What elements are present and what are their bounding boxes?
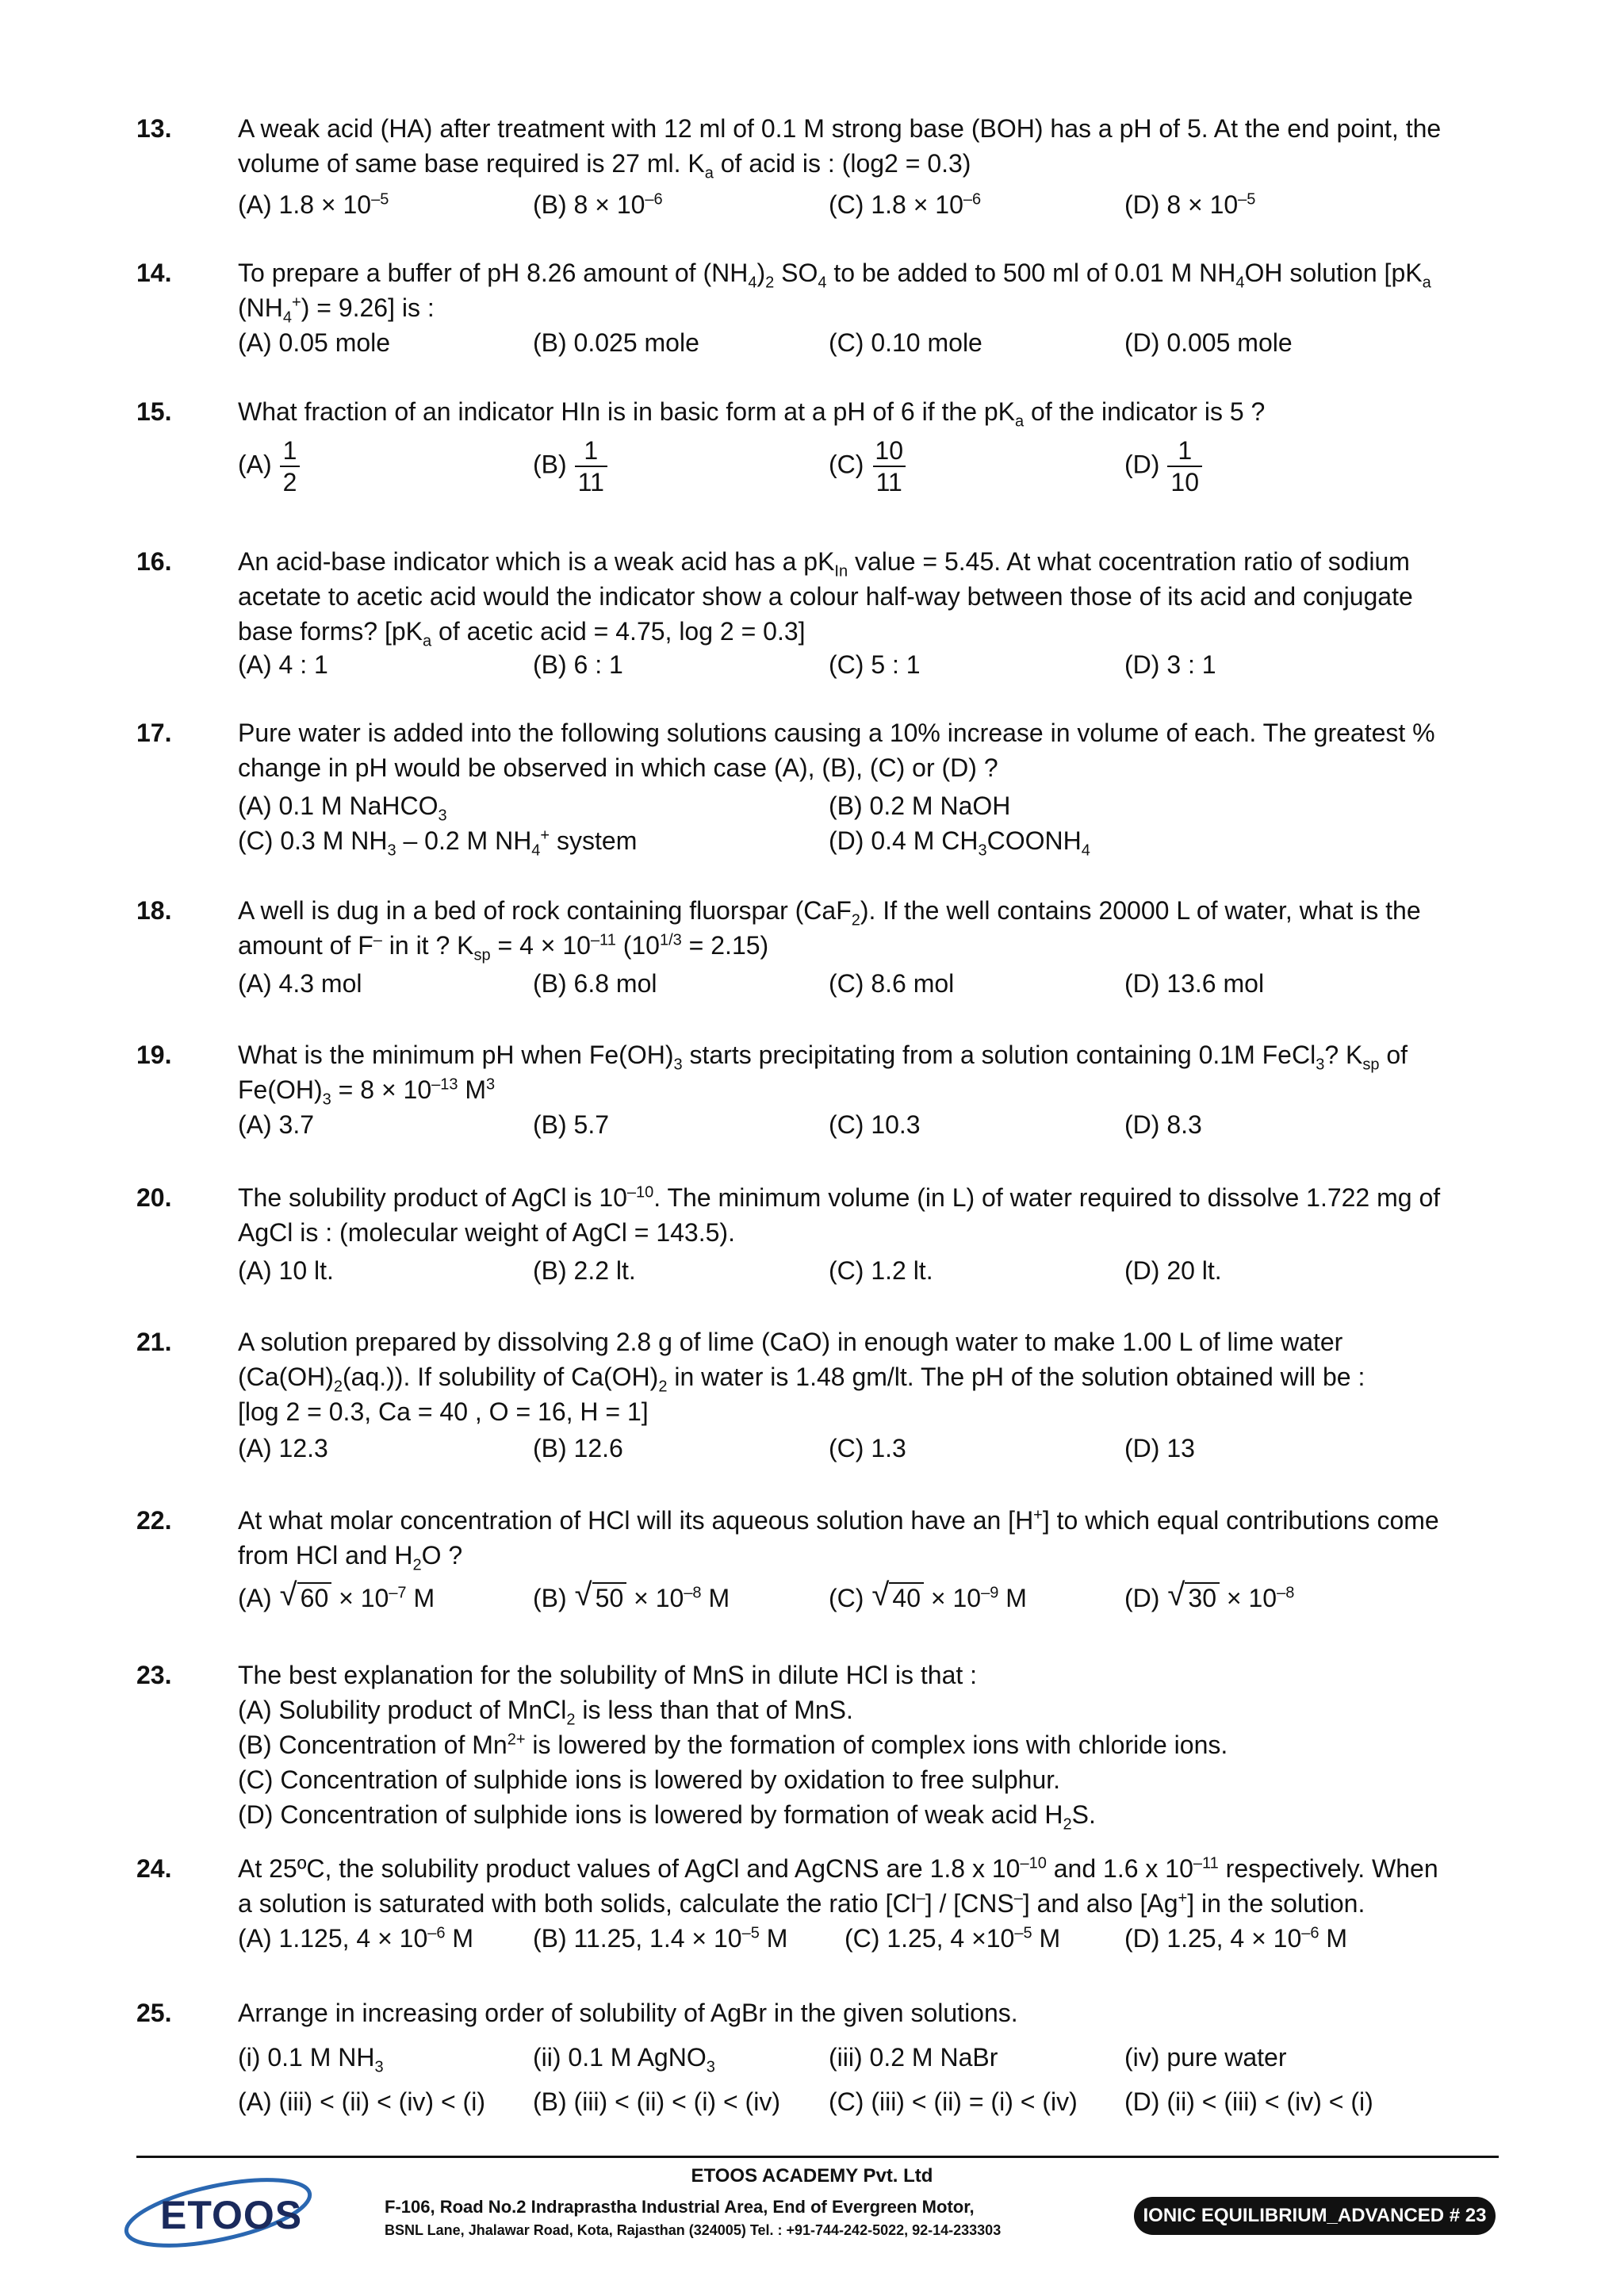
option-a: (A) 1.125, $4 \times 10^{-6}$ M <box>238 1924 474 1953</box>
question-text: What is the minimum pH when $Fe(OH)_3$ starts precipitating from a solution containing 0.1M FeCl$_3$? $K_{sp}$ of $Fe(OH)_3 = 8 \times 10^{-13}$ $M^3$ <box>238 1041 1408 1109</box>
option-d: (D) 3 : 1 <box>1124 650 1216 679</box>
option-d: (D) $\frac{1}{10}$ <box>1124 435 1202 497</box>
square-root: √ 30 <box>1167 1581 1220 1616</box>
option-b: (B) 12.6 <box>533 1434 623 1462</box>
option-c: (C) Concentration of sulphide ions is lowered by oxidation to free sulphur. <box>238 1765 1061 1794</box>
question-text: Pure water is added into the following solutions causing a 10% increase in volume of each. The greatest % change in pH would be observed in which case (A), (B), (C) or (D) ? <box>238 719 1435 782</box>
option-c: (C) 0.3 M $NH_3 - 0.2$ M $NH_4^+$ system <box>238 826 638 860</box>
option-b: (B) Concentration of $Mn^{2+}$ is lowered by the formation of complex ions with chloride ions. <box>238 1731 1228 1759</box>
option-c: (C) 0.10 mole <box>829 328 982 357</box>
option-a: (A) 0.05 mole <box>238 328 391 357</box>
question-text: A weak acid (HA) after treatment with 12 ml of 0.1 M strong base (BOH) has a pH of 5. At the end point, the volume of same base required is 27 ml. $K_a$ of acid is : (log2 = 0.3) <box>238 114 1442 182</box>
option-b: (B) 6 : 1 <box>533 650 623 679</box>
question-number: 19. <box>136 1041 172 1069</box>
solution-ii: (ii) 0.1 M AgNO$_3$ <box>533 2043 715 2076</box>
option-c: (C) 8.6 mol <box>829 969 955 998</box>
square-root: √ 60 <box>280 1581 332 1616</box>
question-number: 15. <box>136 397 172 426</box>
question-text: Arrange in increasing order of solubility of AgBr in the given solutions. <box>238 1999 1018 2027</box>
option-b: (B) 0.025 mole <box>533 328 699 357</box>
question-text: The best explanation for the solubility of MnS in dilute HCl is that : (A) Solubility product of MnCl$_2$ is less than that of MnS. (B) Concentration of $Mn^{2+}$ is lowered by the formation of complex ions with chloride ions. (C) Concentration of sulphide ions is lowered by oxidation to free sulphur. (D) Concentration of sulphide ions is lowered by formation of weak acid $H_2S$. <box>238 1658 1499 1832</box>
question-text: At what molar concentration of HCl will its aqueous solution have an [H+] to which equal contributions come from HCl and $H_2O$ ? <box>238 1506 1439 1574</box>
solution-i: (i) 0.1 M $NH_3$ <box>238 2043 384 2076</box>
question-number: 22. <box>136 1506 172 1535</box>
option-d: (D) √ $30 \times 10^{-8}$ <box>1124 1581 1294 1616</box>
option-a: (A) √ $60 \times 10^{-7}$ M <box>238 1581 435 1616</box>
option-d: (D) $8 \times 10^{-5}$ <box>1124 190 1256 219</box>
option-b: (B) $\frac{1}{11}$ <box>533 435 607 497</box>
question-number: 24. <box>136 1854 172 1883</box>
option-a: (A) 12.3 <box>238 1434 328 1462</box>
option-d: (D) 13.6 mol <box>1124 969 1265 998</box>
option-a: (A) $1.8 \times 10^{-5}$ <box>238 190 389 219</box>
option-c: (C) 5 : 1 <box>829 650 921 679</box>
question-number: 25. <box>136 1999 172 2027</box>
solution-iii: (iii) 0.2 M NaBr <box>829 2043 998 2072</box>
option-c: (C) $1.8 \times 10^{-6}$ <box>829 190 982 219</box>
option-b: (B) 6.8 mol <box>533 969 657 998</box>
option-a: (A) 0.1 M NaHCO$_3$ <box>238 792 447 825</box>
question-text: A well is dug in a bed of rock containing fluorspar (CaF$_2$). If the well contains 20000 L of water, what is the amount of F– in it ? $K_{sp} = 4 \times 10^{-11}$ $(10^{1/3} = 2.15)$ <box>238 896 1421 964</box>
option-d: (D) (ii) < (iii) < (iv) < (i) <box>1124 2087 1373 2116</box>
option-c: (C) $\frac{10}{11}$ <box>829 435 906 497</box>
question-text: At 25ºC, the solubility product values of AgCl and AgCNS are 1.8 x $10^{-10}$ and 1.6 x $10^{-11}$ respectively. When a solution is saturated with both solids, calculate the ratio [Cl–] / [CNS–] and also [Ag+] in the solution. <box>238 1854 1438 1918</box>
question-number: 23. <box>136 1661 172 1689</box>
question-text: What fraction of an indicator HIn is in basic form at a pH of 6 if the $pK_a$ of the indicator is 5 ? <box>238 397 1266 431</box>
option-c: (C) √ $40 \times 10^{-9}$ M <box>829 1581 1027 1616</box>
address-line-2: BSNL Lane, Jhalawar Road, Kota, Rajasthan (324005) Tel. : +91-744-242-5022, 92-14-233303 <box>385 2222 1002 2238</box>
option-d: (D) 0.4 M $CH_3COONH_4$ <box>829 826 1090 860</box>
option-a: (A) 4.3 mol <box>238 969 362 998</box>
question-text: A solution prepared by dissolving 2.8 g of lime (CaO) in enough water to make 1.00 L of lime water $(Ca(OH)_2(aq.))$. If solubility of $Ca(OH)_2$ in water is 1.48 gm/lt. The pH of the solution obtained will be : [log 2 = 0.3, Ca = 40 , O = 16, H = 1] <box>238 1328 1365 1426</box>
fraction: $\frac{1}{10}$ <box>1167 435 1202 497</box>
option-d: (D) 8.3 <box>1124 1110 1202 1139</box>
option-a: (A) 10 lt. <box>238 1256 334 1285</box>
question-text: An acid-base indicator which is a weak acid has a $pK_{In}$ value = 5.45. At what cocentration ratio of sodium acetate to acetic acid would the indicator show a colour half-way between those of its acid and conjugate base forms? [$pK_a$ of acetic acid = 4.75, log 2 = 0.3] <box>238 547 1413 650</box>
address-line-1: F-106, Road No.2 Indraprastha Industrial Area, End of Evergreen Motor, <box>385 2197 975 2217</box>
option-c: (C) 1.25, $4 \times 10^{-5}$ M <box>845 1924 1061 1953</box>
option-b: (B) 2.2 lt. <box>533 1256 636 1285</box>
question-number: 16. <box>136 547 172 576</box>
square-root: √ 50 <box>575 1581 627 1616</box>
option-c: (C) (iii) < (ii) = (i) < (iv) <box>829 2087 1078 2116</box>
fraction: $\frac{1}{2}$ <box>280 435 301 497</box>
solution-iv: (iv) pure water <box>1124 2043 1287 2072</box>
company-name: ETOOS ACADEMY Pvt. Ltd <box>691 2165 933 2187</box>
option-d: (D) 1.25, $4 \times 10^{-6}$ M <box>1124 1924 1348 1953</box>
footer-divider <box>136 2156 1499 2158</box>
question-number: 17. <box>136 719 172 747</box>
option-b: (B) 0.2 M NaOH <box>829 792 1011 820</box>
option-d: (D) 13 <box>1124 1434 1195 1462</box>
option-a: (A) 3.7 <box>238 1110 315 1139</box>
option-d: (D) 20 lt. <box>1124 1256 1222 1285</box>
option-b: (B) √ $50 \times 10^{-8}$ M <box>533 1581 730 1616</box>
logo-text: ETOOS <box>160 2193 303 2237</box>
question-text: To prepare a buffer of pH 8.26 amount of $(NH_4)_2$ $SO_4$ to be added to 500 ml of 0.01 M $NH_4OH$ solution [$pK_a$ $(NH_4^+) = 9.26$] is : <box>238 259 1431 327</box>
option-c: (C) 1.2 lt. <box>829 1256 933 1285</box>
option-b: (B) $8 \times 10^{-6}$ <box>533 190 663 219</box>
fraction: $\frac{1}{11}$ <box>575 435 607 497</box>
option-a: (A) Solubility product of MnCl$_2$ is less than that of MnS. <box>238 1696 853 1729</box>
option-b: (B) 11.25, $1.4 \times 10^{-5}$ M <box>533 1924 788 1953</box>
question-number: 21. <box>136 1328 172 1356</box>
question-number: 18. <box>136 896 172 925</box>
option-b: (B) (iii) < (ii) < (i) < (iv) <box>533 2087 780 2116</box>
option-a: (A) $\frac{1}{2}$ <box>238 435 300 497</box>
option-c: (C) 1.3 <box>829 1434 906 1462</box>
square-root: √ 40 <box>871 1581 924 1616</box>
option-d: (D) Concentration of sulphide ions is lowered by formation of weak acid $H_2S$. <box>238 1800 1096 1834</box>
question-text: The solubility product of AgCl is $10^{-10}$. The minimum volume (in L) of water required to dissolve 1.722 mg of AgCl is : (molecular weight of AgCl = 143.5). <box>238 1183 1441 1247</box>
option-c: (C) 10.3 <box>829 1110 921 1139</box>
option-a: (A) (iii) < (ii) < (iv) < (i) <box>238 2087 485 2116</box>
question-number: 13. <box>136 114 172 143</box>
fraction: $\frac{10}{11}$ <box>871 435 906 497</box>
option-b: (B) 5.7 <box>533 1110 610 1139</box>
question-number: 20. <box>136 1183 172 1212</box>
page-badge: IONIC EQUILIBRIUM_ADVANCED # 23 <box>1134 2197 1496 2235</box>
option-d: (D) 0.005 mole <box>1124 328 1293 357</box>
option-a: (A) 4 : 1 <box>238 650 328 679</box>
question-number: 14. <box>136 259 172 287</box>
